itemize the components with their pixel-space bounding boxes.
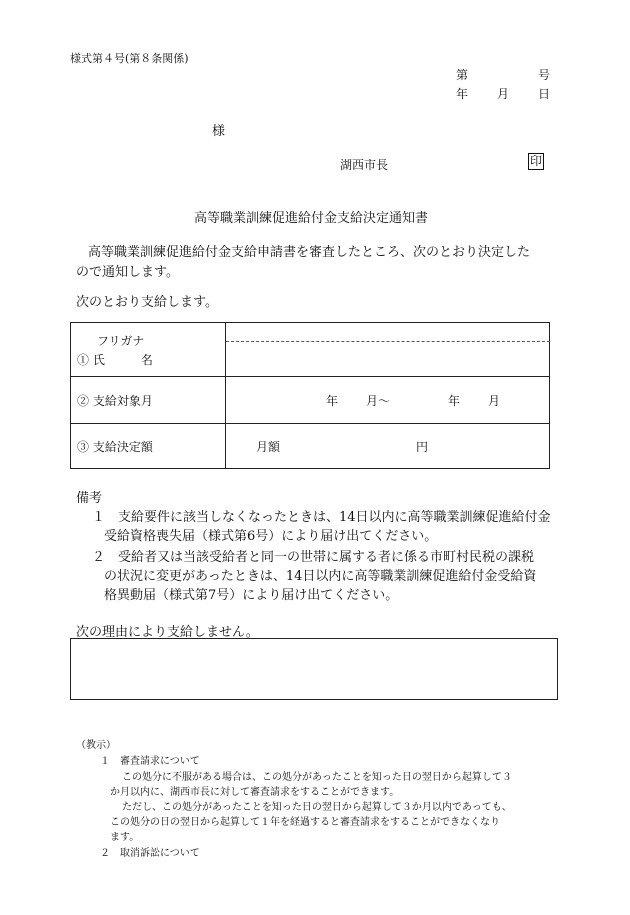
notice-item-1-line-1: この処分に不服がある場合は、この処分があったことを知った日の翌日から起算して３	[122, 772, 512, 783]
amount-value-cell[interactable]	[226, 424, 550, 469]
doc-number-prefix: 第	[456, 68, 469, 82]
remark-2-line-1: ２ 受給者又は当該受給者と同一の世帯に属する者に係る市町村民税の課税	[92, 550, 535, 565]
target-month-value-cell[interactable]	[226, 377, 550, 424]
doc-number-suffix: 号	[538, 68, 551, 82]
date-month: 月	[497, 87, 510, 101]
addressee-suffix: 様	[212, 124, 226, 139]
deny-heading: 次の理由により支給しません。	[76, 625, 259, 640]
date-year: 年	[456, 87, 469, 101]
remark-1-line-2: 受給資格喪失届（様式第6号）により届け出てください。	[104, 529, 438, 544]
furigana-label: フリガナ	[97, 334, 145, 348]
target-month-label: ② 支給対象月	[71, 377, 226, 424]
payment-table	[70, 322, 550, 469]
target-year-2: 年	[448, 394, 461, 408]
remark-2-line-2: の状況に変更があったときは、14日以内に高等職業訓練促進給付金受給資	[104, 569, 537, 584]
target-year-1: 年	[326, 394, 339, 408]
notice-item-1-line-3: ただし、この処分があったことを知った日の翌日から起算して３か月以内であっても、	[122, 802, 512, 813]
amount-label: ③ 支給決定額	[71, 424, 226, 469]
name-label: ① 氏 名	[77, 353, 153, 367]
furigana-divider	[226, 341, 550, 342]
remark-2-line-3: 格異動届（様式第7号）により届け出てください。	[104, 588, 399, 603]
notice-item-1-line-5: ます。	[110, 832, 140, 843]
notice-item-1-line-4: この処分の日の翌日から起算して１年を経過すると審査請求をすることができなくなり	[110, 817, 500, 828]
seal-mark: 印	[530, 154, 543, 168]
target-month-2: 月	[488, 394, 501, 408]
notice-item-1-title: １ 審査請求について	[100, 756, 200, 767]
yen-label: 円	[416, 440, 429, 454]
monthly-label: 月額	[256, 440, 281, 454]
denial-reason-box[interactable]	[70, 638, 558, 700]
approve-heading: 次のとおり支給します。	[76, 295, 218, 310]
name-label-cell	[71, 323, 226, 377]
notice-item-2-title: ２ 取消訴訟について	[100, 848, 200, 859]
notice-heading: （教示）	[76, 740, 116, 751]
remark-1-line-1: １ 支給要件に該当しなくなったときは、14日以内に高等職業訓練促進給付金	[92, 510, 551, 525]
form-number: 様式第４号(第８条関係)	[70, 52, 189, 65]
intro-line-2: ので通知します。	[76, 265, 179, 280]
target-month-1: 月〜	[366, 394, 391, 408]
remarks-heading: 備考	[76, 491, 103, 506]
issuer-name: 湖西市長	[340, 158, 389, 172]
name-value-cell[interactable]	[226, 323, 550, 377]
intro-line-1: 高等職業訓練促進給付金支給申請書を審査したところ、次のとおり決定した	[88, 245, 531, 260]
notice-item-1-line-2: か月以内に、湖西市長に対して審査請求をすることができます。	[110, 787, 400, 798]
date-day: 日	[538, 87, 551, 101]
document-title: 高等職業訓練促進給付金支給決定通知書	[194, 211, 429, 226]
